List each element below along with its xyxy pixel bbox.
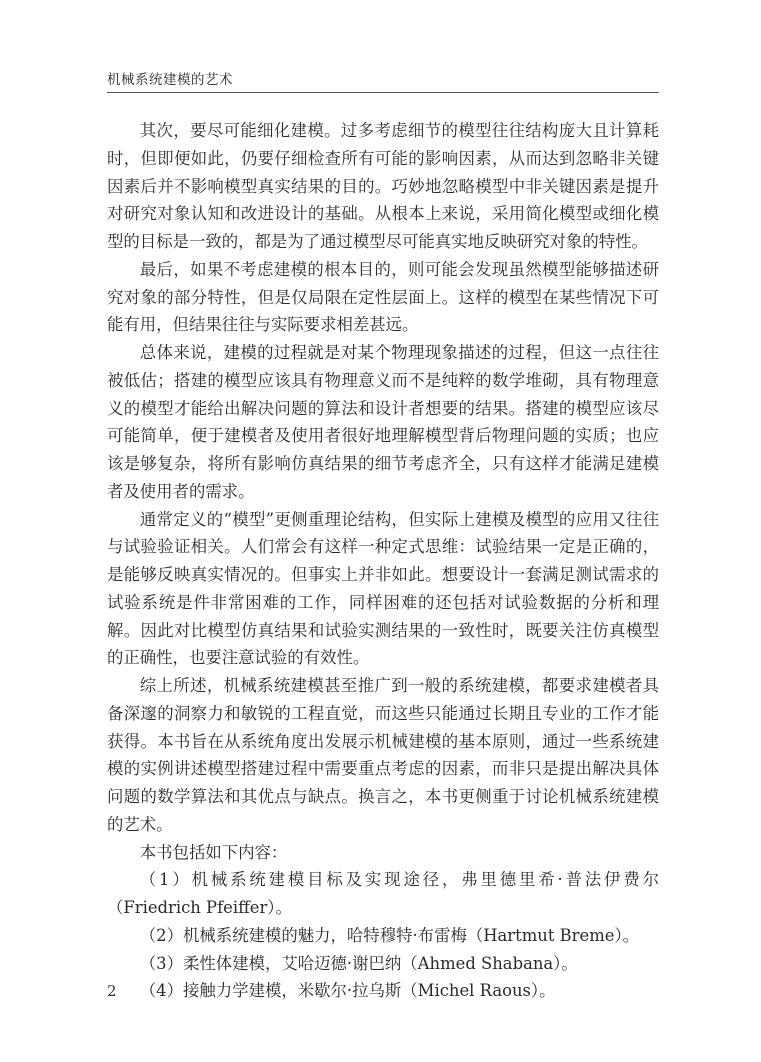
list-item-2: （2）机械系统建模的魅力，哈特穆特·布雷梅（Hartmut Breme）。 bbox=[139, 925, 640, 945]
page-number: 2 bbox=[107, 982, 117, 1000]
list-item-3: （3）柔性体建模，艾哈迈德·谢巴纳（Ahmed Shabana）。 bbox=[139, 953, 578, 973]
running-head-title: 机械系统建模的艺术 bbox=[107, 72, 233, 88]
paragraph-summary: 综上所述，机械系统建模甚至推广到一般的系统建模，都要求建模者具备深邃的洞察力和敏锐的工程直觉，而这些只能通过长期且专业的工作才能获得。本书旨在从系统角度出发展示机械建模的基本原则，通过一些系统建模的实例讲述模型搭建过程中需要重点考虑的因素，而非只是提出解决具体问题的数学算法和其优点与缺点。换言之，本书更侧重于讨论机械系统建模的艺术。 bbox=[107, 676, 659, 834]
paragraph-finally: 最后，如果不考虑建模的根本目的，则可能会发现虽然模型能够描述研究对象的部分特性，但是仅局限在定性层面上。这样的模型在某些情况下可能有用，但结果往往与实际要求相差甚远。 bbox=[107, 259, 659, 335]
paragraph-detail-modeling: 其次，要尽可能细化建模。过多考虑细节的模型往往结构庞大且计算耗时，但即便如此，仍要仔细检查所有可能的影响因素，从而达到忽略非关键因素后并不影响模型真实结果的目的。巧妙地忽略模型中非关键因素是提升对研究对象认知和改进设计的基础。从根本上来说，采用简化模型或细化模型的目标是一致的，都是为了通过模型尽可能真实地反映研究对象的特性。 bbox=[107, 121, 659, 251]
paragraph-contents-intro: 本书包括如下内容： bbox=[139, 842, 288, 862]
paragraph-model-definition: 通常定义的“模型”更侧重理论结构，但实际上建模及模型的应用又往往与试验验证相关。人们常会有这样一种定式思维：试验结果一定是正确的，是能够反映真实情况的。但事实上并非如此。想要设计一套满足测试需求的试验系统是件非常困难的工作，同样困难的还包括对试验数据的分析和理解。因此对比模型仿真结果和试验实测结果的一致性时，既要关注仿真模型的正确性，也要注意试验的有效性。 bbox=[107, 509, 659, 668]
body-text bbox=[107, 117, 659, 1005]
list-item-4: （4）接触力学建模，米歇尔·拉乌斯（Michel Raous）。 bbox=[139, 981, 556, 1001]
header-rule bbox=[107, 92, 659, 93]
paragraph-overall: 总体来说，建模的过程就是对某个物理现象描述的过程，但这一点往往被低估；搭建的模型应该具有物理意义而不是纯粹的数学堆砌，具有物理意义的模型才能给出解决问题的算法和设计者想要的结果。搭建的模型应该尽可能简单，便于建模者及使用者很好地理解模型背后物理问题的实质；也应该是够复杂，将所有影响仿真结果的细节考虑齐全，只有这样才能满足建模者及使用者的需求。 bbox=[107, 343, 659, 501]
list-item-1: （1）机械系统建模目标及实现途径，弗里德里希·普法伊费尔（Friedrich Pfeiffer）。 bbox=[107, 870, 659, 917]
